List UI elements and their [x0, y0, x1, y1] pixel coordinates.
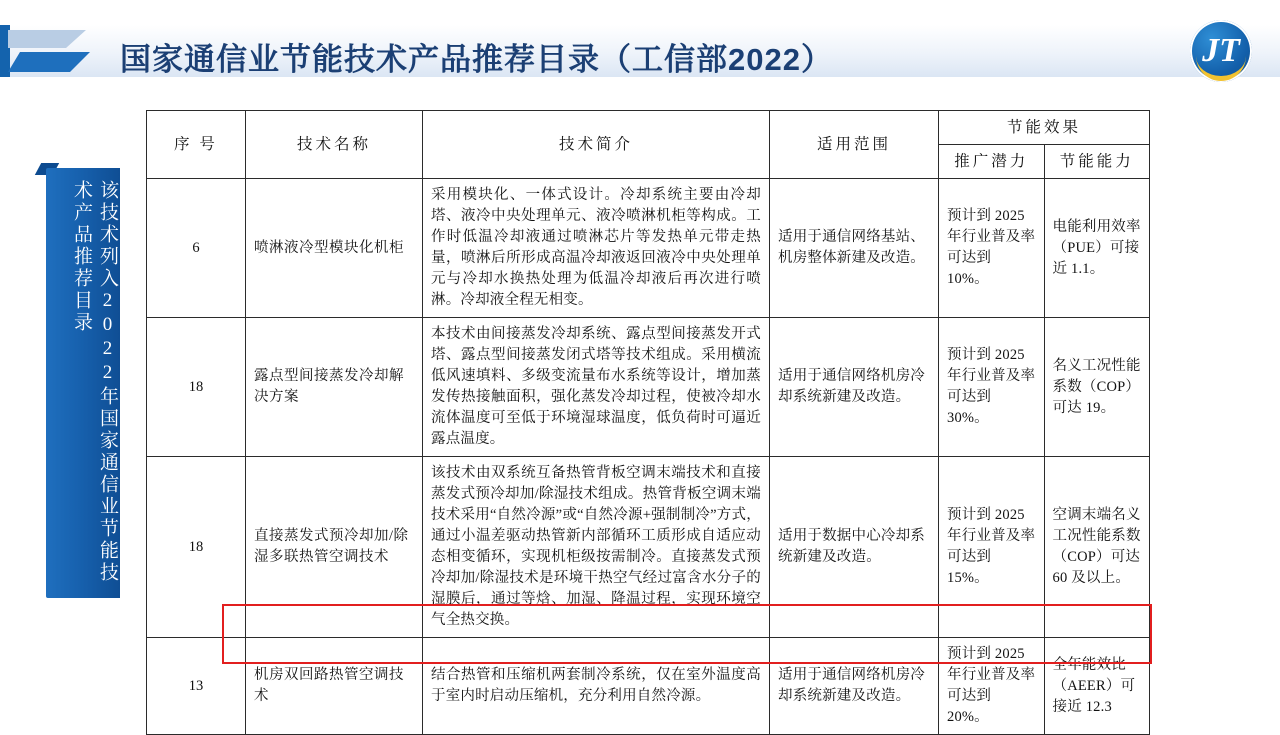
- cell-capability: 电能利用效率（PUE）可接近 1.1。: [1044, 179, 1150, 318]
- header-no: 序 号: [147, 111, 246, 179]
- cell-potential: 预计到 2025 年行业普及率可达到 10%。: [939, 179, 1045, 318]
- header-capability: 节能能力: [1044, 145, 1150, 179]
- header-effect: 节能效果: [939, 111, 1150, 145]
- cell-tech-name: 机房双回路热管空调技术: [246, 638, 423, 735]
- cell-capability: 名义工况性能系数（COP）可达 19。: [1044, 318, 1150, 457]
- header-tech-intro: 技术简介: [423, 111, 770, 179]
- table-body: [147, 179, 1150, 735]
- page-title: 国家通信业节能技术产品推荐目录（工信部2022）: [120, 42, 833, 77]
- page-header: [0, 0, 1280, 96]
- cell-tech-name: 露点型间接蒸发冷却解决方案: [246, 318, 423, 457]
- cell-potential: 预计到 2025 年行业普及率可达到 15%。: [939, 457, 1045, 638]
- table-row: [147, 457, 1150, 638]
- side-tab-banner: [46, 168, 120, 598]
- header-tech-name: 技术名称: [246, 111, 423, 179]
- catalog-table: [146, 110, 1150, 735]
- cell-tech-intro: 本技术由间接蒸发冷却系统、露点型间接蒸发开式塔、露点型间接蒸发闭式塔等技术组成。采用横流低风速填料、多级变流量布水系统等设计，增加蒸发传热接触面积，强化蒸发冷却过程，使被冷却水流体温度可至低于环境湿球温度，低负荷时可逼近露点温度。: [423, 318, 770, 457]
- cell-no: 18: [147, 457, 246, 638]
- table-row: [147, 179, 1150, 318]
- table-header-row-1: [147, 111, 1150, 145]
- cell-scope: 适用于通信网络基站、机房整体新建及改造。: [770, 179, 939, 318]
- cell-tech-intro: 该技术由双系统互备热管背板空调末端技术和直接蒸发式预冷却加/除湿技术组成。热管背板空调末端技术采用“自然冷源”或“自然冷源+强制制冷”方式，通过小温差驱动热管新内部循环工质形成自适应动态相变循环，实现机柜级按需制冷。直接蒸发式预冷却加/除湿技术是环境干热空气经过富含水分子的湿膜后，通过等焓、加湿、降温过程，实现环境空气全热交换。: [423, 457, 770, 638]
- company-logo: [1190, 20, 1252, 82]
- cell-scope: 适用于数据中心冷却系统新建及改造。: [770, 457, 939, 638]
- cell-tech-intro: 采用模块化、一体式设计。冷却系统主要由冷却塔、液冷中央处理单元、液冷喷淋机柜等构成。工作时低温冷却液通过喷淋芯片等发热单元带走热量，喷淋后所形成高温冷却液返回液冷中央处理单元与冷却水换热处理为低温冷却液后再次进行喷淋。冷却液全程无相变。: [423, 179, 770, 318]
- cell-no: 13: [147, 638, 246, 735]
- header-scope: 适用范围: [770, 111, 939, 179]
- cell-scope: 适用于通信网络机房冷却系统新建及改造。: [770, 318, 939, 457]
- table-row: [147, 318, 1150, 457]
- table-header: [147, 111, 1150, 179]
- cell-capability: 空调末端名义工况性能系数（COP）可达 60 及以上。: [1044, 457, 1150, 638]
- cell-tech-intro: 结合热管和压缩机两套制冷系统，仅在室外温度高于室内时启动压缩机，充分利用自然冷源。: [423, 638, 770, 735]
- cell-no: 18: [147, 318, 246, 457]
- catalog-table-container: [146, 110, 1150, 735]
- cell-potential: 预计到 2025 年行业普及率可达到 30%。: [939, 318, 1045, 457]
- side-tab-label: 该技术列入2022年国家通信业节能技术产品推荐目录: [71, 180, 118, 584]
- header-swoosh-decoration: [8, 24, 108, 78]
- cell-no: 6: [147, 179, 246, 318]
- cell-capability: 全年能效比（AEER）可接近 12.3: [1044, 638, 1150, 735]
- header-potential: 推广潜力: [939, 145, 1045, 179]
- logo-text: JT: [1202, 32, 1240, 69]
- cell-tech-name: 直接蒸发式预冷却加/除湿多联热管空调技术: [246, 457, 423, 638]
- cell-tech-name: 喷淋液冷型模块化机柜: [246, 179, 423, 318]
- cell-scope: 适用于通信网络机房冷却系统新建及改造。: [770, 638, 939, 735]
- cell-potential: 预计到 2025 年行业普及率可达到 20%。: [939, 638, 1045, 735]
